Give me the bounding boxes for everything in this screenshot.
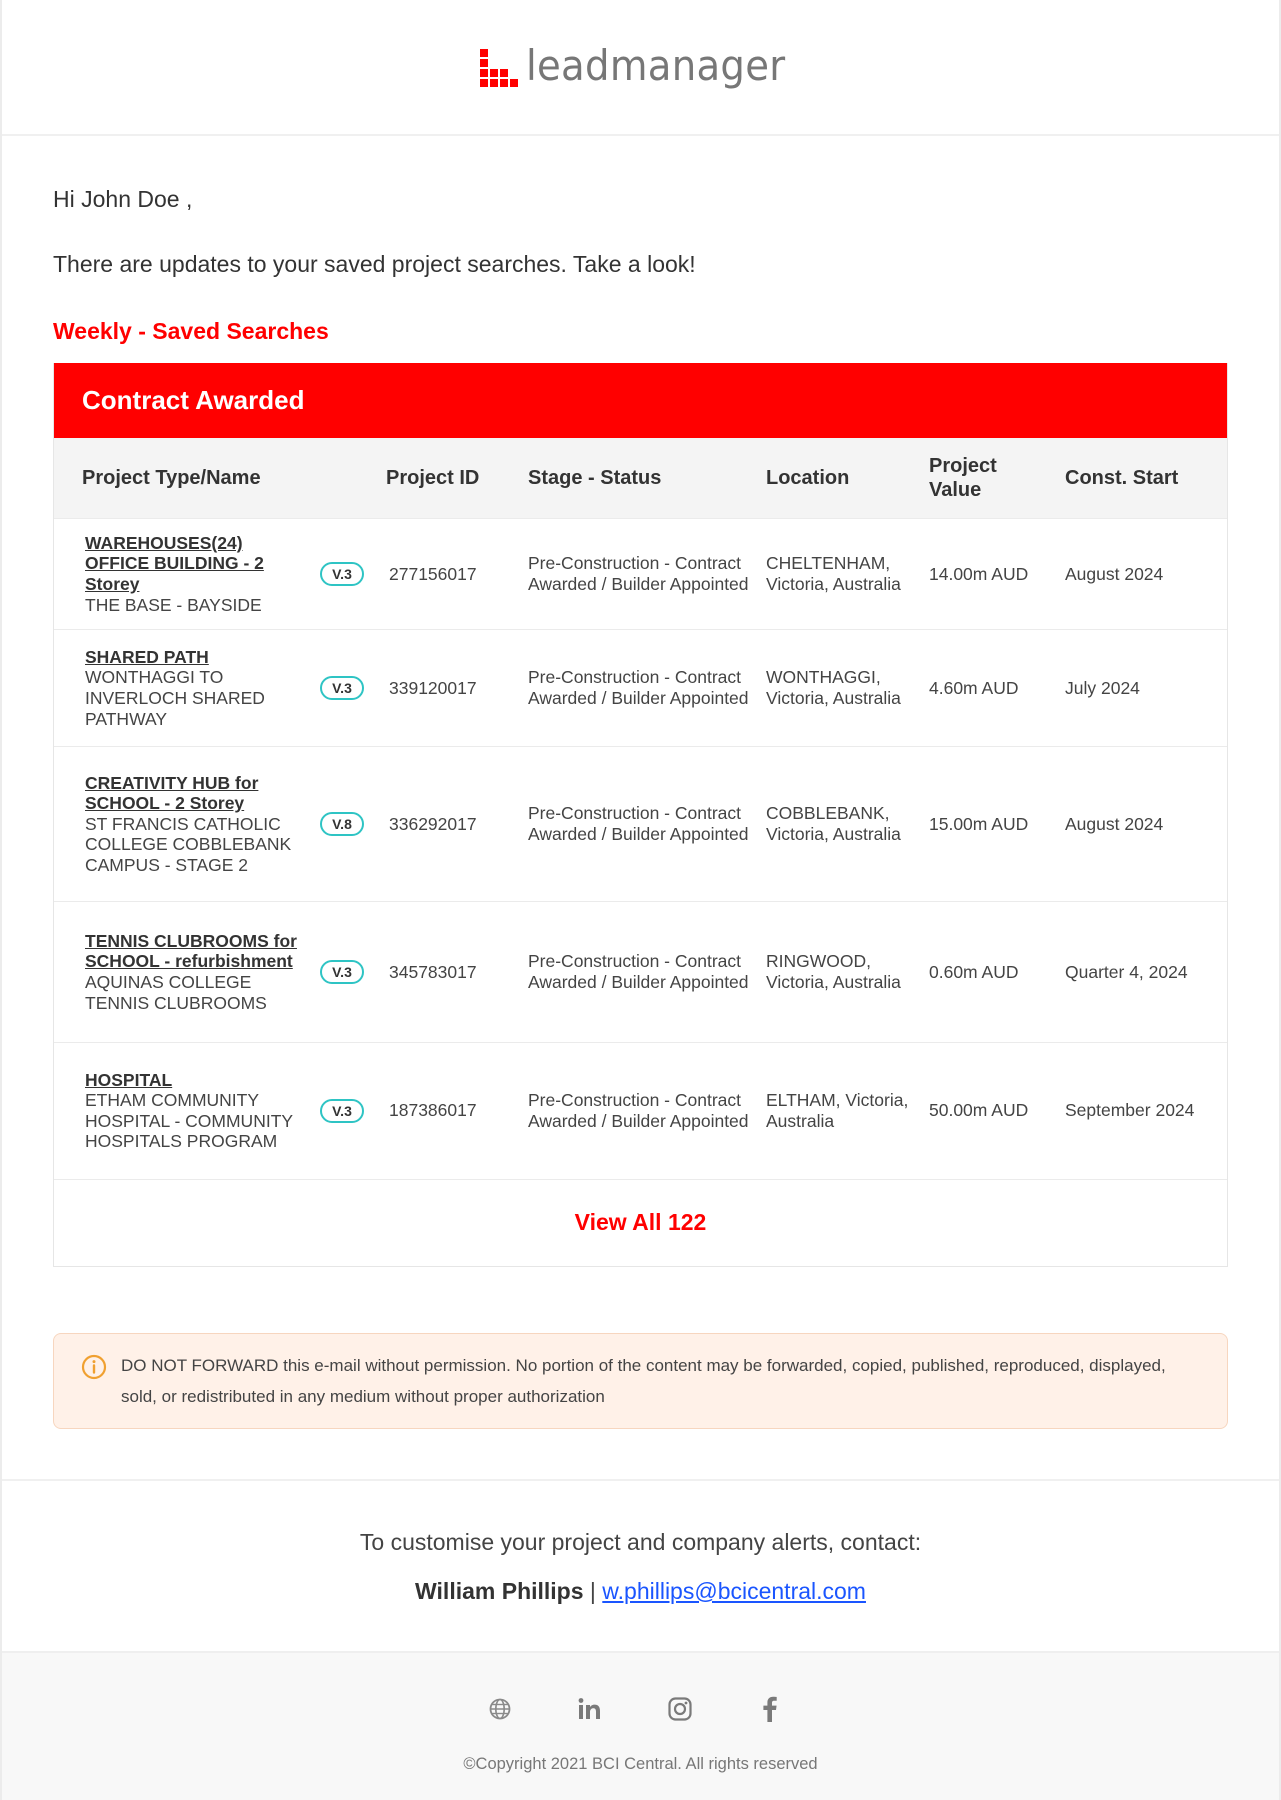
- project-name: ETHAM COMMUNITY HOSPITAL - COMMUNITY HOSPITALS PROGRAM: [85, 1090, 293, 1152]
- contact-line: To customise your project and company alerts, contact:: [359, 1529, 922, 1555]
- const-start: Quarter 4, 2024: [1065, 902, 1227, 1043]
- version-cell: [314, 519, 386, 630]
- project-name-cell: [54, 519, 314, 630]
- const-start: September 2024: [1065, 1043, 1227, 1179]
- contact-person-name: William Phillips: [415, 1578, 584, 1604]
- social-links: [0, 1693, 1279, 1725]
- project-type-link[interactable]: HOSPITAL: [85, 1069, 173, 1090]
- table-header-row: [54, 438, 1227, 519]
- project-value: 4.60m AUD: [929, 630, 1065, 747]
- table-row[interactable]: [54, 1043, 1227, 1179]
- version-badge: V.8: [320, 812, 364, 836]
- stage-status: Pre-Construction - Contract Awarded / Builder Appointed: [528, 519, 766, 630]
- contact-person-line: [2, 1578, 1279, 1605]
- location: RINGWOOD, Victoria, Australia: [766, 902, 929, 1043]
- stage-status: Pre-Construction - Contract Awarded / Builder Appointed: [528, 630, 766, 747]
- instagram-icon[interactable]: [664, 1693, 696, 1725]
- globe-icon[interactable]: [484, 1693, 516, 1725]
- project-name: THE BASE - BAYSIDE: [85, 594, 262, 615]
- project-type-link[interactable]: CREATIVITY HUB for SCHOOL - 2 Storey: [85, 772, 259, 814]
- header-project-value: Project Value: [929, 438, 1065, 519]
- location: ELTHAM, Victoria, Australia: [766, 1043, 929, 1179]
- version-cell: [314, 747, 386, 902]
- email-body: [2, 186, 1279, 1429]
- table-banner: Contract Awarded: [54, 363, 1227, 438]
- leadmanager-logo-icon: [478, 47, 520, 89]
- version-badge: V.3: [320, 676, 364, 700]
- contact-section: [2, 1479, 1279, 1653]
- project-id: 345783017: [386, 902, 528, 1043]
- project-name-cell: [54, 902, 314, 1043]
- stage-status: Pre-Construction - Contract Awarded / Builder Appointed: [528, 902, 766, 1043]
- header-project-id: Project ID: [386, 438, 528, 519]
- version-badge: V.3: [320, 960, 364, 984]
- version-cell: [314, 902, 386, 1043]
- project-type-link[interactable]: WAREHOUSES(24) OFFICE BUILDING - 2 Storey: [85, 532, 264, 594]
- projects-table-card: [53, 363, 1228, 1267]
- header-stage-status: Stage - Status: [528, 438, 766, 519]
- project-type-link[interactable]: SHARED PATH: [85, 646, 209, 667]
- project-name: WONTHAGGI TO INVERLOCH SHARED PATHWAY: [85, 667, 265, 729]
- version-badge: V.3: [320, 562, 364, 586]
- location: WONTHAGGI, Victoria, Australia: [766, 630, 929, 747]
- email-footer: [2, 1651, 1279, 1800]
- brand-name: leadmanager: [525, 41, 785, 90]
- table-row[interactable]: [54, 519, 1227, 630]
- const-start: July 2024: [1065, 630, 1227, 747]
- projects-table: [54, 438, 1227, 1179]
- view-all-link[interactable]: View All 122: [574, 1209, 707, 1235]
- const-start: August 2024: [1065, 747, 1227, 902]
- project-id: 277156017: [386, 519, 528, 630]
- header-location: Location: [766, 438, 929, 519]
- location: CHELTENHAM, Victoria, Australia: [766, 519, 929, 630]
- project-name-cell: [54, 1043, 314, 1179]
- project-name: ST FRANCIS CATHOLIC COLLEGE COBBLEBANK CAMPUS - STAGE 2: [85, 813, 292, 875]
- facebook-icon[interactable]: [754, 1693, 786, 1725]
- version-cell: [314, 630, 386, 747]
- contact-separator: |: [589, 1578, 596, 1604]
- do-not-forward-notice: [53, 1333, 1228, 1429]
- version-badge: V.3: [320, 1099, 364, 1123]
- project-value: 15.00m AUD: [929, 747, 1065, 902]
- project-type-link[interactable]: TENNIS CLUBROOMS for SCHOOL - refurbishment: [85, 930, 297, 972]
- project-value: 50.00m AUD: [929, 1043, 1065, 1179]
- info-circle-icon: [81, 1354, 107, 1380]
- project-id: 339120017: [386, 630, 528, 747]
- table-row[interactable]: [54, 747, 1227, 902]
- greeting: Hi John Doe ,: [53, 186, 193, 212]
- stage-status: Pre-Construction - Contract Awarded / Builder Appointed: [528, 747, 766, 902]
- view-all-row: [54, 1179, 1227, 1266]
- contact-email-link[interactable]: w.phillips@bcicentral.com: [602, 1578, 866, 1604]
- version-cell: [314, 1043, 386, 1179]
- notice-text: DO NOT FORWARD this e-mail without permission. No portion of the content may be forwarded, copied, published, reproduced, displayed, sold, or redistributed in any medium without proper authorization: [121, 1355, 1166, 1406]
- table-row[interactable]: [54, 902, 1227, 1043]
- copyright: ©Copyright 2021 BCI Central. All rights reserved: [463, 1755, 818, 1773]
- intro-text: There are updates to your saved project searches. Take a look!: [53, 251, 696, 277]
- project-value: 14.00m AUD: [929, 519, 1065, 630]
- project-id: 187386017: [386, 1043, 528, 1179]
- project-name-cell: [54, 630, 314, 747]
- project-name: AQUINAS COLLEGE TENNIS CLUBROOMS: [85, 972, 267, 1013]
- project-id: 336292017: [386, 747, 528, 902]
- location: COBBLEBANK, Victoria, Australia: [766, 747, 929, 902]
- stage-status: Pre-Construction - Contract Awarded / Builder Appointed: [528, 1043, 766, 1179]
- linkedin-icon[interactable]: [574, 1693, 606, 1725]
- table-row[interactable]: [54, 630, 1227, 747]
- brand-logo[interactable]: [478, 41, 808, 90]
- project-value: 0.60m AUD: [929, 902, 1065, 1043]
- header-const-start: Const. Start: [1065, 438, 1227, 519]
- section-title: Weekly - Saved Searches: [53, 318, 329, 344]
- const-start: August 2024: [1065, 519, 1227, 630]
- header-project-name: Project Type/Name: [54, 438, 386, 519]
- email-header: [2, 0, 1279, 136]
- project-name-cell: [54, 747, 314, 902]
